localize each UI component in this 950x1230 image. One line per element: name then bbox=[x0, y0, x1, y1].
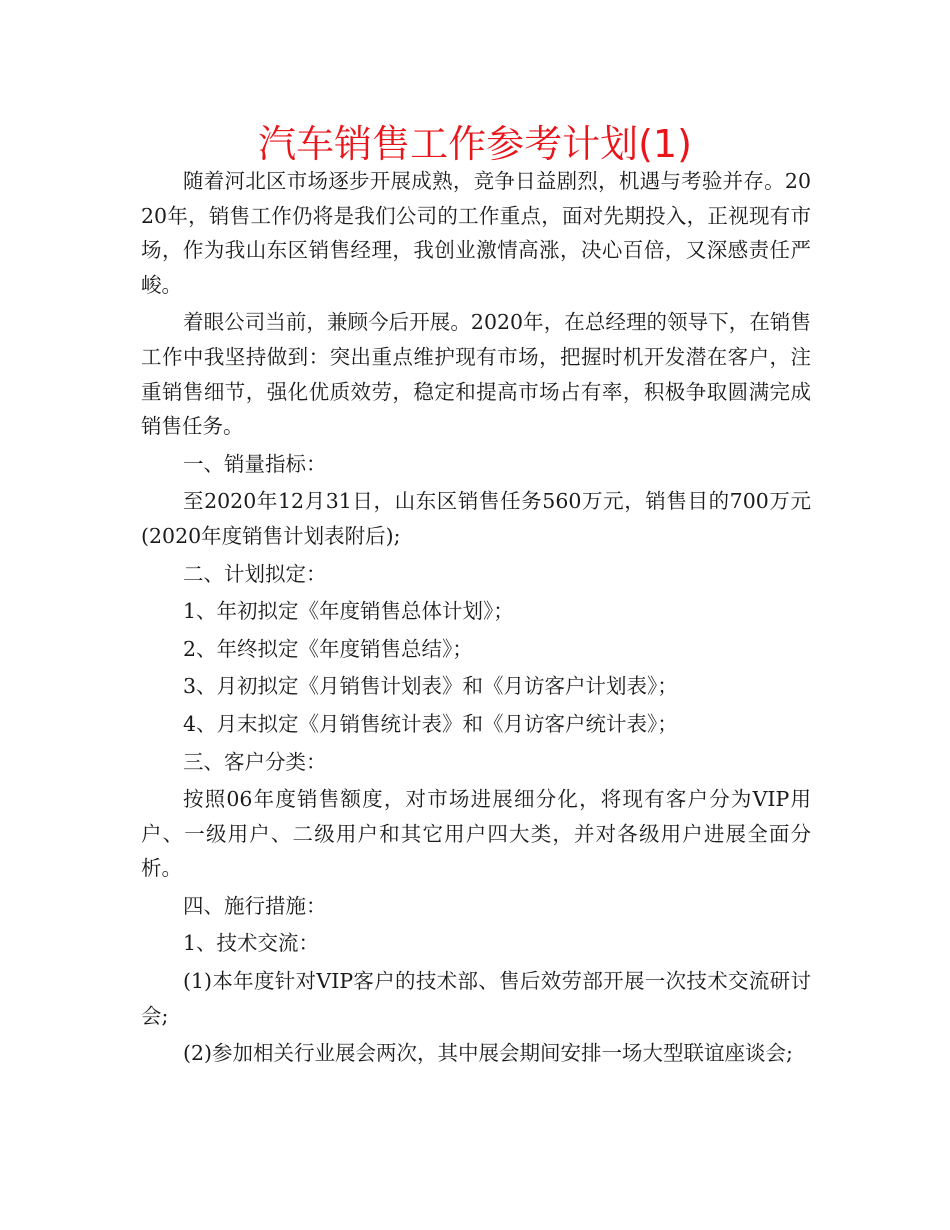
subheading-technical-exchange: 1、技术交流： bbox=[183, 931, 320, 956]
paragraph-customer-classification: 按照06年度销售额度，对市场进展细分化，将现有客户分为VIP用户、一级用户、二级用户和其它用户四大类，并对各级用户进展全面分析。 bbox=[141, 787, 811, 881]
list-item-plan-3: 3、月初拟定《月销售计划表》和《月访客户计划表》； bbox=[183, 674, 678, 699]
list-item-plan-2: 2、年终拟定《年度销售总结》； bbox=[183, 636, 473, 661]
document-body bbox=[141, 164, 811, 1074]
section-heading-customer-classification: 三、客户分类： bbox=[183, 749, 327, 774]
section-heading-measures: 四、施行措施： bbox=[183, 893, 327, 918]
document-title: 汽车销售工作参考计划(1) bbox=[258, 122, 692, 166]
list-item-measure-2: (2)参加相关行业展会两次，其中展会期间安排一场大型联谊座谈会; bbox=[183, 1041, 793, 1066]
paragraph-sales-target: 至2020年12月31日，山东区销售任务560万元，销售目的700万元(2020年度销售计划表附后); bbox=[141, 489, 811, 548]
paragraph-intro: 随着河北区市场逐步开展成熟，竞争日益剧烈，机遇与考验并存。2020年，销售工作仍将是我们公司的工作重点，面对先期投入，正视现有市场，作为我山东区销售经理，我创业激情高涨，决心百倍，又深感责任严峻。 bbox=[141, 169, 811, 297]
list-item-plan-1: 1、年初拟定《年度销售总体计划》； bbox=[183, 599, 514, 624]
paragraph-focus: 着眼公司当前，兼顾今后开展。2020年，在总经理的领导下，在销售工作中我坚持做到：突出重点维护现有市场，把握时机开发潜在客户，注重销售细节，强化优质效劳，稳定和提高市场占有率，积极争取圆满完成销售任务。 bbox=[141, 310, 811, 439]
section-heading-planning: 二、计划拟定： bbox=[183, 561, 327, 586]
list-item-plan-4: 4、月末拟定《月销售统计表》和《月访客户统计表》； bbox=[183, 711, 678, 736]
list-item-measure-1: (1)本年度针对VIP客户的技术部、售后效劳部开展一次技术交流研讨会; bbox=[141, 969, 811, 1028]
section-heading-sales-target: 一、销量指标： bbox=[183, 451, 327, 476]
